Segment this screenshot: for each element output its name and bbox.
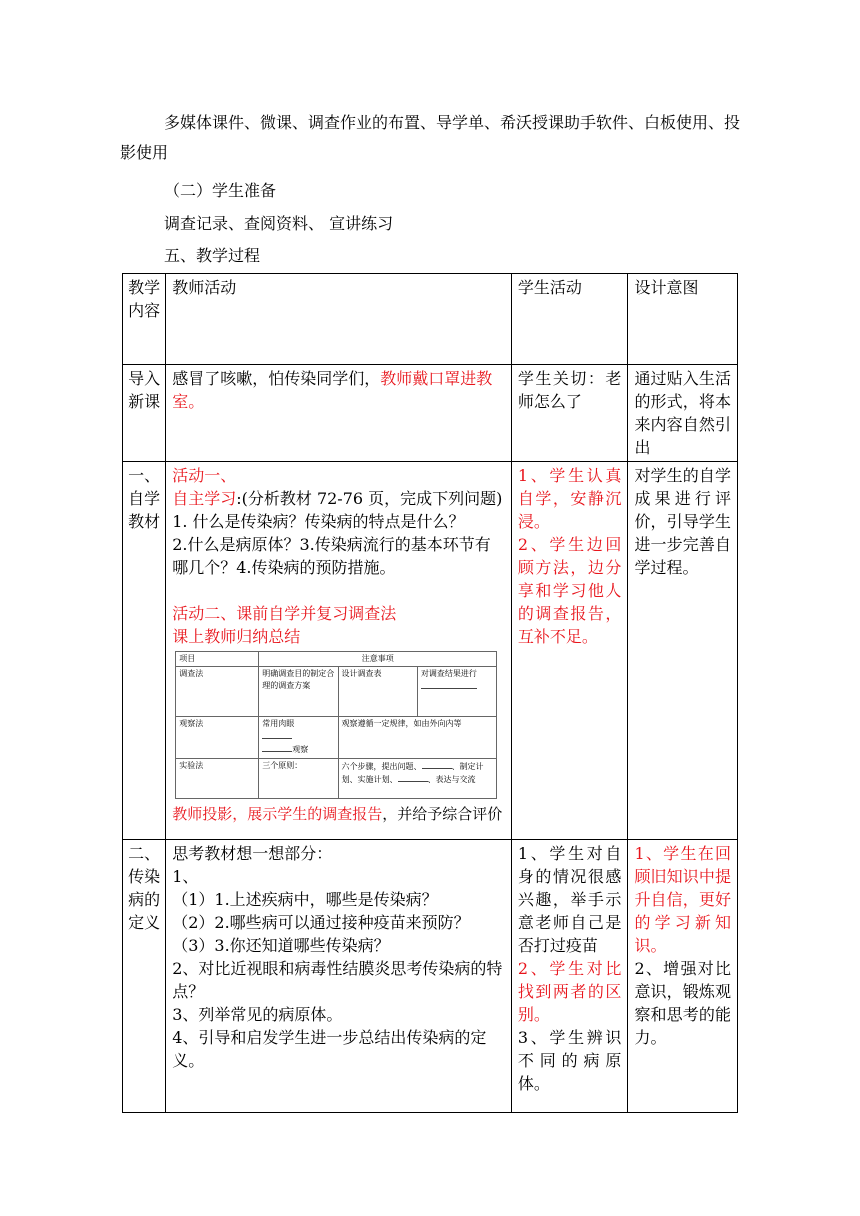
question-1: 1. 什么是传染病？传染病的特点是什么？ xyxy=(172,512,465,531)
inner-survey: 调查法 xyxy=(176,667,259,717)
row3-s1: 1、学生对自身的情况很感兴趣，举手示意老师自己是否打过疫苗 xyxy=(517,844,622,955)
header-intent: 设计意图 xyxy=(628,274,738,365)
inner-survey-c xyxy=(417,667,496,717)
inner-col-item: 项目 xyxy=(176,652,259,667)
table-row xyxy=(123,462,738,840)
row1-teacher-plain: 感冒了咳嗽，怕传染同学们， xyxy=(172,369,381,388)
row2-student xyxy=(511,462,628,840)
inner-experiment-b3: 、表达与交流 xyxy=(427,775,476,784)
row3-i2: 2、增强对比意识，锻炼观察和思考的能力。 xyxy=(634,959,731,1047)
row3-intent xyxy=(628,840,738,1113)
inner-row xyxy=(176,717,497,759)
inner-col-notes: 注意事项 xyxy=(259,652,497,667)
blank-line xyxy=(422,760,452,769)
heading-teaching-process: 五、教学过程 xyxy=(164,246,261,265)
inner-experiment-b1: 六个步骤，提出问题、 xyxy=(341,762,422,771)
inner-experiment: 实验法 xyxy=(176,759,259,799)
teaching-process-table xyxy=(122,273,738,1113)
activity1-text: :(分析教材 72-76 页，完成下列问题) xyxy=(236,489,503,508)
row3-t3: （2）2.哪些病可以通过接种疫苗来预防？ xyxy=(172,913,470,932)
activity2-line2: 课上教师归纳总结 xyxy=(172,627,301,646)
intro-materials: 多媒体课件、微课、调查作业的布置、导学单、希沃授课助手软件、白板使用、投影使用 xyxy=(120,113,741,162)
inner-observe: 观察法 xyxy=(176,717,259,759)
inner-survey-c-text: 对调查结果进行 xyxy=(420,669,477,678)
row3-s3: 3、学生辨识不同的病原体。 xyxy=(517,1028,622,1093)
row2-student-1: 1、学生认真自学，安静沉浸。 xyxy=(517,466,622,531)
inner-survey-b: 设计调查表 xyxy=(338,667,417,717)
row3-t7: 4、引导和启发学生进一步总结出传染病的定义。 xyxy=(172,1028,487,1070)
row1-intent: 通过贴入生活的形式，将本来内容自然引出 xyxy=(628,365,738,462)
question-2: 2.什么是病原体？3.传染病流行的基本环节有哪几个？4.传染病的预防措施。 xyxy=(172,535,491,577)
row1-content: 导入新课 xyxy=(123,365,166,462)
table-row xyxy=(123,840,738,1113)
row3-t2: （1）1.上述疾病中，哪些是传染病？ xyxy=(172,890,438,909)
row1-teacher-red: 教师戴口罩进教室。 xyxy=(172,369,493,411)
blank-line xyxy=(262,743,292,752)
row2-teacher xyxy=(166,462,512,840)
header-content: 教学内容 xyxy=(123,274,166,365)
inner-observe-a xyxy=(259,717,338,759)
header-teacher: 教师活动 xyxy=(166,274,512,365)
row2-content: 一、自学教材 xyxy=(123,462,166,840)
blank-line xyxy=(398,773,428,782)
row3-content: 二、传染病的定义 xyxy=(123,840,166,1113)
activity2-line1: 活动二、课前自学并复习调查法 xyxy=(172,604,397,623)
header-student: 学生活动 xyxy=(511,274,628,365)
row3-t4: （3）3.你还知道哪些传染病？ xyxy=(172,936,390,955)
heading-student-prep: （二）学生准备 xyxy=(164,181,277,200)
activity1-label: 自主学习 xyxy=(172,489,237,508)
inner-experiment-b xyxy=(338,759,497,799)
activity1-desc xyxy=(172,487,505,510)
activity1-title: 活动一、 xyxy=(172,466,237,485)
projection-plain: ，并给予综合评价 xyxy=(382,805,503,823)
projection-note xyxy=(172,803,505,826)
student-prep-text: 调查记录、查阅资料、 宣讲练习 xyxy=(164,214,394,233)
row3-student xyxy=(511,840,628,1113)
blank-line xyxy=(262,730,292,739)
row3-s2-red: 对比找到两者的区别。 xyxy=(517,959,622,1024)
row3-t6: 3、列举常见的病原体。 xyxy=(172,1005,343,1024)
survey-methods-table xyxy=(175,651,497,799)
row3-s2 xyxy=(518,957,622,1026)
inner-observe-a1: 常用肉眼 xyxy=(262,719,295,728)
row3-t5: 2、对比近视眼和病毒性结膜炎思考传染病的特点？ xyxy=(172,959,503,1001)
table-header-row xyxy=(123,274,738,365)
row1-student: 学生关切：老师怎么了 xyxy=(511,365,628,462)
inner-experiment-a: 三个原则： xyxy=(259,759,338,799)
row2-student-2: 2、学生边回顾方法，边分享和学习他人的调查报告，互补不足。 xyxy=(517,535,622,646)
inner-survey-a: 明确调查目的制定合理的调查方案 xyxy=(259,667,338,717)
row2-intent: 对学生的自学成果进行评价，引导学生进一步完善自学过程。 xyxy=(628,462,738,840)
table-row xyxy=(123,365,738,462)
row3-t1: 1、 xyxy=(172,867,199,886)
row3-t0: 思考教材想一想部分： xyxy=(172,844,333,863)
inner-row xyxy=(176,667,497,717)
inner-row xyxy=(176,759,497,799)
row3-teacher xyxy=(166,840,512,1113)
inner-observe-a2: 观察 xyxy=(292,745,309,754)
blank-line xyxy=(421,680,477,689)
row3-s2-plain: 2、学生 xyxy=(517,959,587,978)
inner-header-row xyxy=(176,652,497,667)
row3-i1: 1、学生在回顾旧知识中提升自信，更好的学习新知识。 xyxy=(634,844,731,955)
inner-observe-b: 观察遵循一定规律，如由外向内等 xyxy=(338,717,497,759)
row1-teacher xyxy=(166,365,512,462)
inner-experiment-b2: 、制定计划、实施计划、 xyxy=(341,762,484,784)
projection-red: 教师投影，展示学生的调查报告 xyxy=(172,805,383,823)
